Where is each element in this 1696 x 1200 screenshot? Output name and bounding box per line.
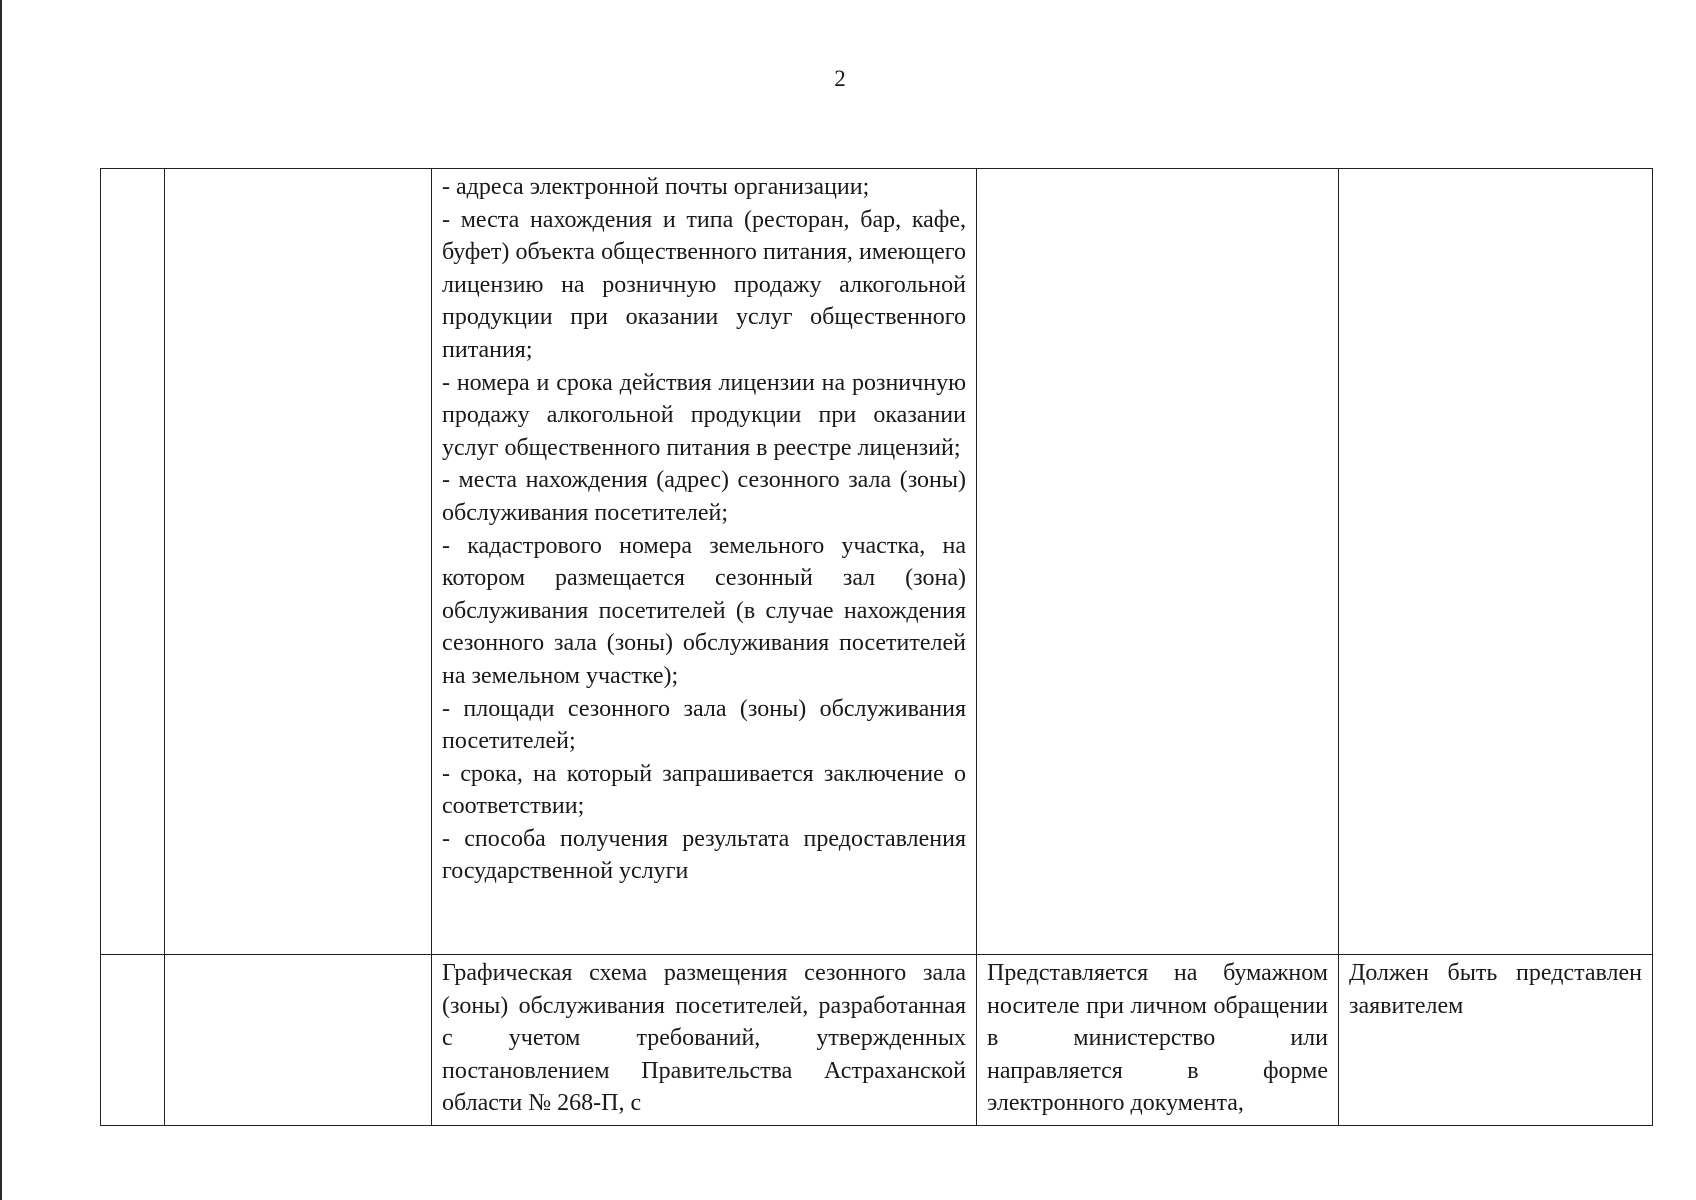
list-item: - места нахождения (адрес) сезонного зала (зоны) обслуживания посетителей; bbox=[442, 467, 966, 526]
documents-table bbox=[100, 168, 1653, 1126]
cell-number bbox=[101, 169, 165, 955]
cell-number bbox=[101, 955, 165, 1126]
cell-submission-method bbox=[977, 169, 1339, 955]
cell-provider bbox=[1339, 169, 1653, 955]
list-item: - способа получения результата предоставления государственной услуги bbox=[442, 825, 966, 885]
table-row bbox=[101, 169, 1653, 955]
cell-document: Графическая схема размещения сезонного зала (зоны) обслуживания посетителей, разработанная с учетом требований, утвержденных постановлением Правительства Астраханской области № 268-П, с bbox=[432, 955, 977, 1126]
cell-requirements bbox=[432, 169, 977, 955]
list-item: - кадастрового номера земельного участка, на котором размещается сезонный зал (зона) обслуживания посетителей (в случае нахождения сезонного зала (зоны) обслуживания посетителей на земельном участке); bbox=[442, 532, 966, 689]
list-item: - места нахождения и типа (ресторан, бар, кафе, буфет) объекта общественного питания, имеющего лицензию на розничную продажу алкогольной продукции при оказании услуг общественного питания; bbox=[442, 206, 966, 363]
cell-submission-method: Представляется на бумажном носителе при личном обращении в министерство или направляется в форме электронного документа, bbox=[977, 955, 1339, 1126]
cell-name bbox=[165, 955, 432, 1126]
list-item: - срока, на который запрашивается заключение о соответствии; bbox=[442, 760, 966, 820]
cell-provider: Должен быть представлен заявителем bbox=[1339, 955, 1653, 1126]
table-row bbox=[101, 955, 1653, 1126]
list-item: - адреса электронной почты организации; bbox=[442, 174, 870, 200]
cell-name bbox=[165, 169, 432, 955]
list-item: - площади сезонного зала (зоны) обслуживания посетителей; bbox=[442, 695, 966, 755]
page-number: 2 bbox=[834, 66, 846, 91]
scan-edge bbox=[0, 0, 2, 1200]
list-item: - номера и срока действия лицензии на розничную продажу алкогольной продукции при оказании услуг общественного питания в реестре лицензий; bbox=[442, 369, 966, 461]
